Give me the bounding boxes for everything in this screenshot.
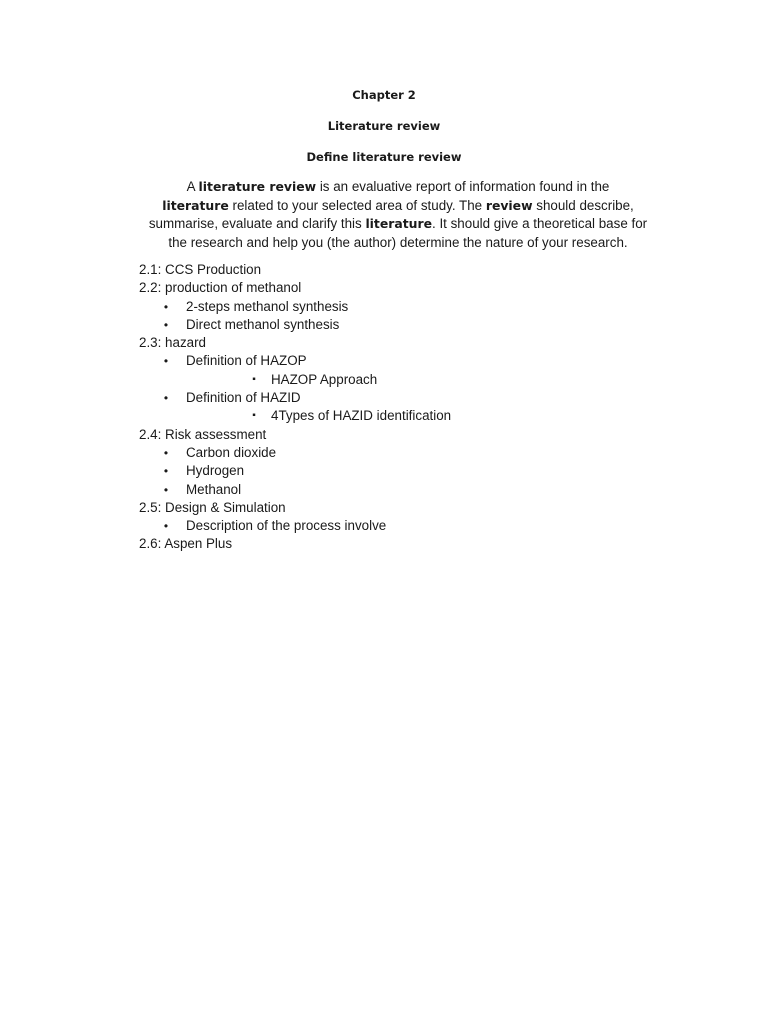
- outline-subbullet-item: [139, 371, 699, 389]
- subsection-heading: Define literature review: [306, 150, 462, 164]
- outline-section-text: 2.1: CCS Production: [139, 262, 262, 277]
- outline-item-text: Description of the process involve: [186, 518, 387, 534]
- outline-item-text: 2-steps methanol synthesis: [186, 298, 349, 314]
- outline-section: [139, 499, 699, 517]
- round-bullet-icon: •: [163, 354, 169, 369]
- intro-text: related to your selected area of study. The: [228, 197, 486, 213]
- square-bullet-icon: ▪: [252, 373, 256, 385]
- outline-section: [139, 426, 699, 444]
- outline-section: [139, 535, 699, 553]
- outline-item-text: Carbon dioxide: [186, 444, 277, 460]
- intro-text: should describe, summarise, evaluate and clarify this: [148, 197, 634, 231]
- outline-section: [139, 261, 699, 279]
- outline-item-text: Direct methanol synthesis: [186, 316, 340, 332]
- outline-bullet-item: [139, 389, 699, 407]
- outline-item-text: Definition of HAZID: [186, 390, 301, 406]
- outline-section-text: 2.5: Design & Simulation: [139, 499, 286, 515]
- round-bullet-icon: •: [163, 391, 169, 406]
- intro-text: is an evaluative report of information found in the: [316, 179, 610, 194]
- outline-bullet-item: [139, 444, 699, 462]
- outline-bullet-item: [139, 517, 699, 535]
- outline-item-text: 4Types of HAZID identification: [271, 408, 452, 424]
- section-heading: Literature review: [327, 119, 441, 133]
- outline-bullet-item: [139, 481, 699, 499]
- round-bullet-icon: •: [163, 519, 169, 534]
- square-bullet-icon: ▪: [252, 410, 256, 422]
- outline-section: [139, 334, 699, 352]
- outline-bullet-item: [139, 462, 699, 480]
- round-bullet-icon: •: [163, 299, 169, 314]
- intro-paragraph: [140, 178, 656, 252]
- round-bullet-icon: •: [163, 317, 169, 332]
- outline-section: [139, 279, 699, 297]
- intro-bold-term: literature: [365, 216, 432, 231]
- chapter-outline: [139, 261, 699, 554]
- intro-bold-term: literature review: [198, 179, 317, 194]
- outline-section-text: 2.6: Aspen Plus: [139, 536, 233, 552]
- chapter-heading: Chapter 2: [352, 88, 416, 102]
- intro-bold-term: review: [485, 197, 533, 213]
- outline-section-text: 2.3: hazard: [139, 335, 206, 351]
- round-bullet-icon: •: [163, 482, 169, 497]
- outline-subbullet-item: [139, 407, 699, 425]
- outline-item-text: Hydrogen: [186, 463, 245, 479]
- outline-bullet-item: [139, 298, 699, 316]
- intro-bold-term: literature: [162, 197, 229, 213]
- intro-text: . It should give a theoretical base for the research and help you (the author) determine the nature of your research.: [168, 216, 648, 250]
- outline-item-text: Methanol: [186, 481, 242, 497]
- intro-text: A: [186, 179, 199, 194]
- outline-bullet-item: [139, 316, 699, 334]
- round-bullet-icon: •: [163, 464, 169, 479]
- outline-section-text: 2.2: production of methanol: [139, 280, 302, 296]
- outline-item-text: Definition of HAZOP: [186, 353, 307, 369]
- outline-bullet-item: [139, 352, 699, 370]
- outline-item-text: HAZOP Approach: [271, 371, 378, 387]
- round-bullet-icon: •: [163, 445, 169, 460]
- outline-section-text: 2.4: Risk assessment: [139, 426, 267, 442]
